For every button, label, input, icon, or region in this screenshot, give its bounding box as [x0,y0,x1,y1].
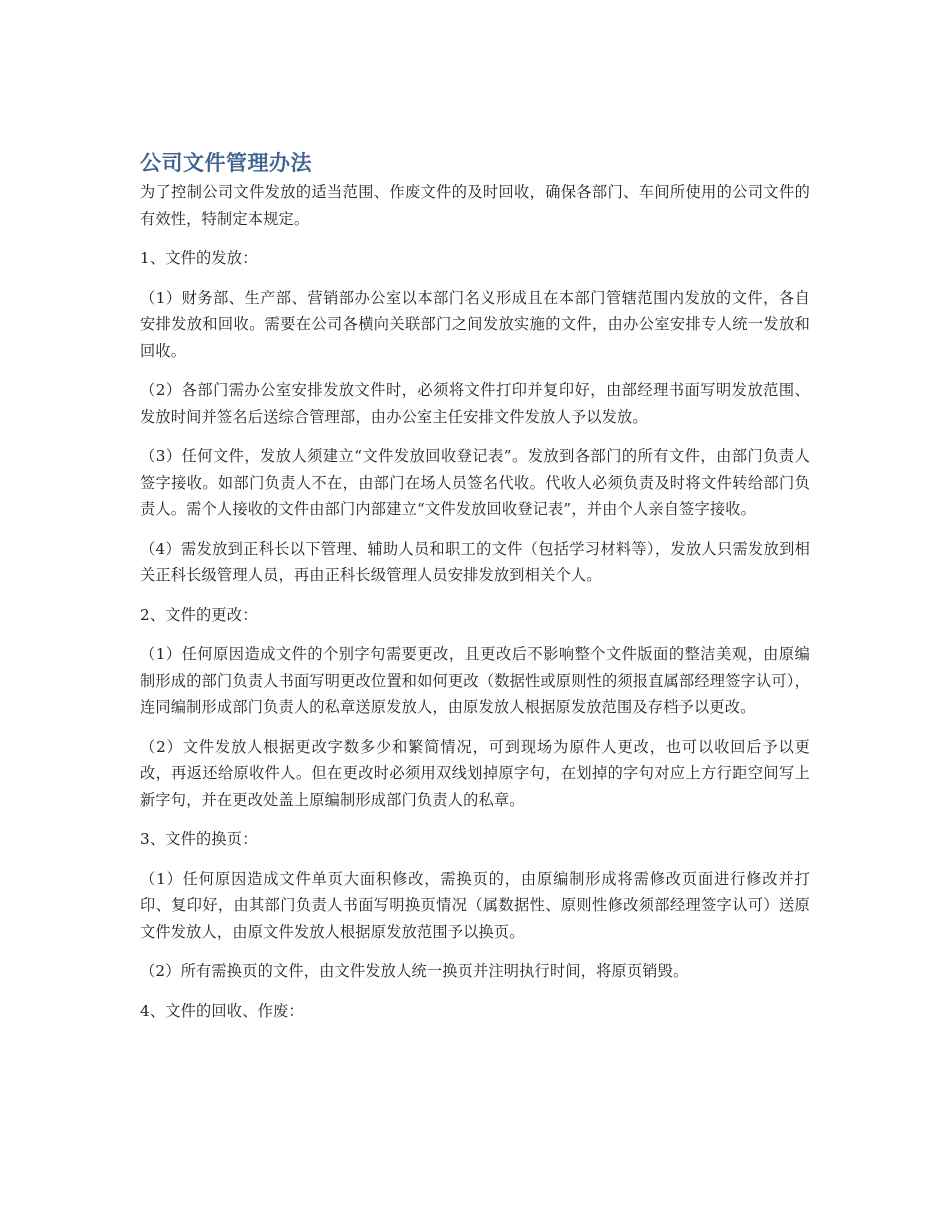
section-1-item-1: （1）财务部、生产部、营销部办公室以本部门名义形成且在本部门管辖范围内发放的文件，各自安排发放和回收。需要在公司各横向关联部门之间发放实施的文件，由办公室安排专人统一发放和回收。 [140,288,810,360]
section-1-item-4: （4）需发放到正科长以下管理、辅助人员和职工的文件（包括学习材料等），发放人只需发放到相关正科长级管理人员，再由正科长级管理人员安排发放到相关个人。 [140,539,810,584]
section-3-heading: 3、文件的换页： [140,830,258,848]
section-1-item-2: （2）各部门需办公室安排发放文件时，必须将文件打印并复印好，由部经理书面写明发放范围、发放时间并签名后送综合管理部，由办公室主任安排文件发放人予以发放。 [140,381,810,426]
section-3-item-2: （2）所有需换页的文件，由文件发放人统一换页并注明执行时间，将原页销毁。 [140,962,689,980]
section-3-item-1: （1）任何原因造成文件单页大面积修改，需换页的，由原编制形成将需修改页面进行修改并打印、复印好，由其部门负责人书面写明换页情况（属数据性、原则性修改须部经理签字认可）送原文件发放人，由原文件发放人根据原发放范围予以换页。 [140,869,810,941]
section-1-item-3: （3）任何文件，发放人须建立“文件发放回收登记表”。发放到各部门的所有文件，由部门负责人签字接收。如部门负责人不在，由部门在场人员签名代收。代收人必须负责及时将文件转给部门负责人。需个人接收的文件由部门内部建立“文件发放回收登记表”，并由个人亲自签字接收。 [140,447,810,518]
section-2-item-1: （1）任何原因造成文件的个别字句需要更改，且更改后不影响整个文件版面的整洁美观，由原编制形成的部门负责人书面写明更改位置和如何更改（数据性或原则性的须报直属部经理签字认可），连同编制形成部门负责人的私章送原发放人，由原发放人根据原发放范围及存档予以更改。 [140,645,810,716]
section-2-item-2: （2）文件发放人根据更改字数多少和繁简情况，可到现场为原件人更改，也可以收回后予以更改，再返还给原收件人。但在更改时必须用双线划掉原字句，在划掉的字句对应上方行距空间写上新字句，并在更改处盖上原编制形成部门负责人的私章。 [140,737,810,809]
section-4-heading: 4、文件的回收、作废： [140,1001,304,1020]
document-title: 公司文件管理办法 [140,151,312,175]
section-2-heading: 2、文件的更改： [140,605,258,624]
document-page [140,148,810,1037]
intro-paragraph: 为了控制公司文件发放的适当范围、作废文件的及时回收，确保各部门、车间所使用的公司文件的有效性，特制定本规定。 [140,183,810,228]
section-1-heading: 1、文件的发放： [140,249,258,267]
